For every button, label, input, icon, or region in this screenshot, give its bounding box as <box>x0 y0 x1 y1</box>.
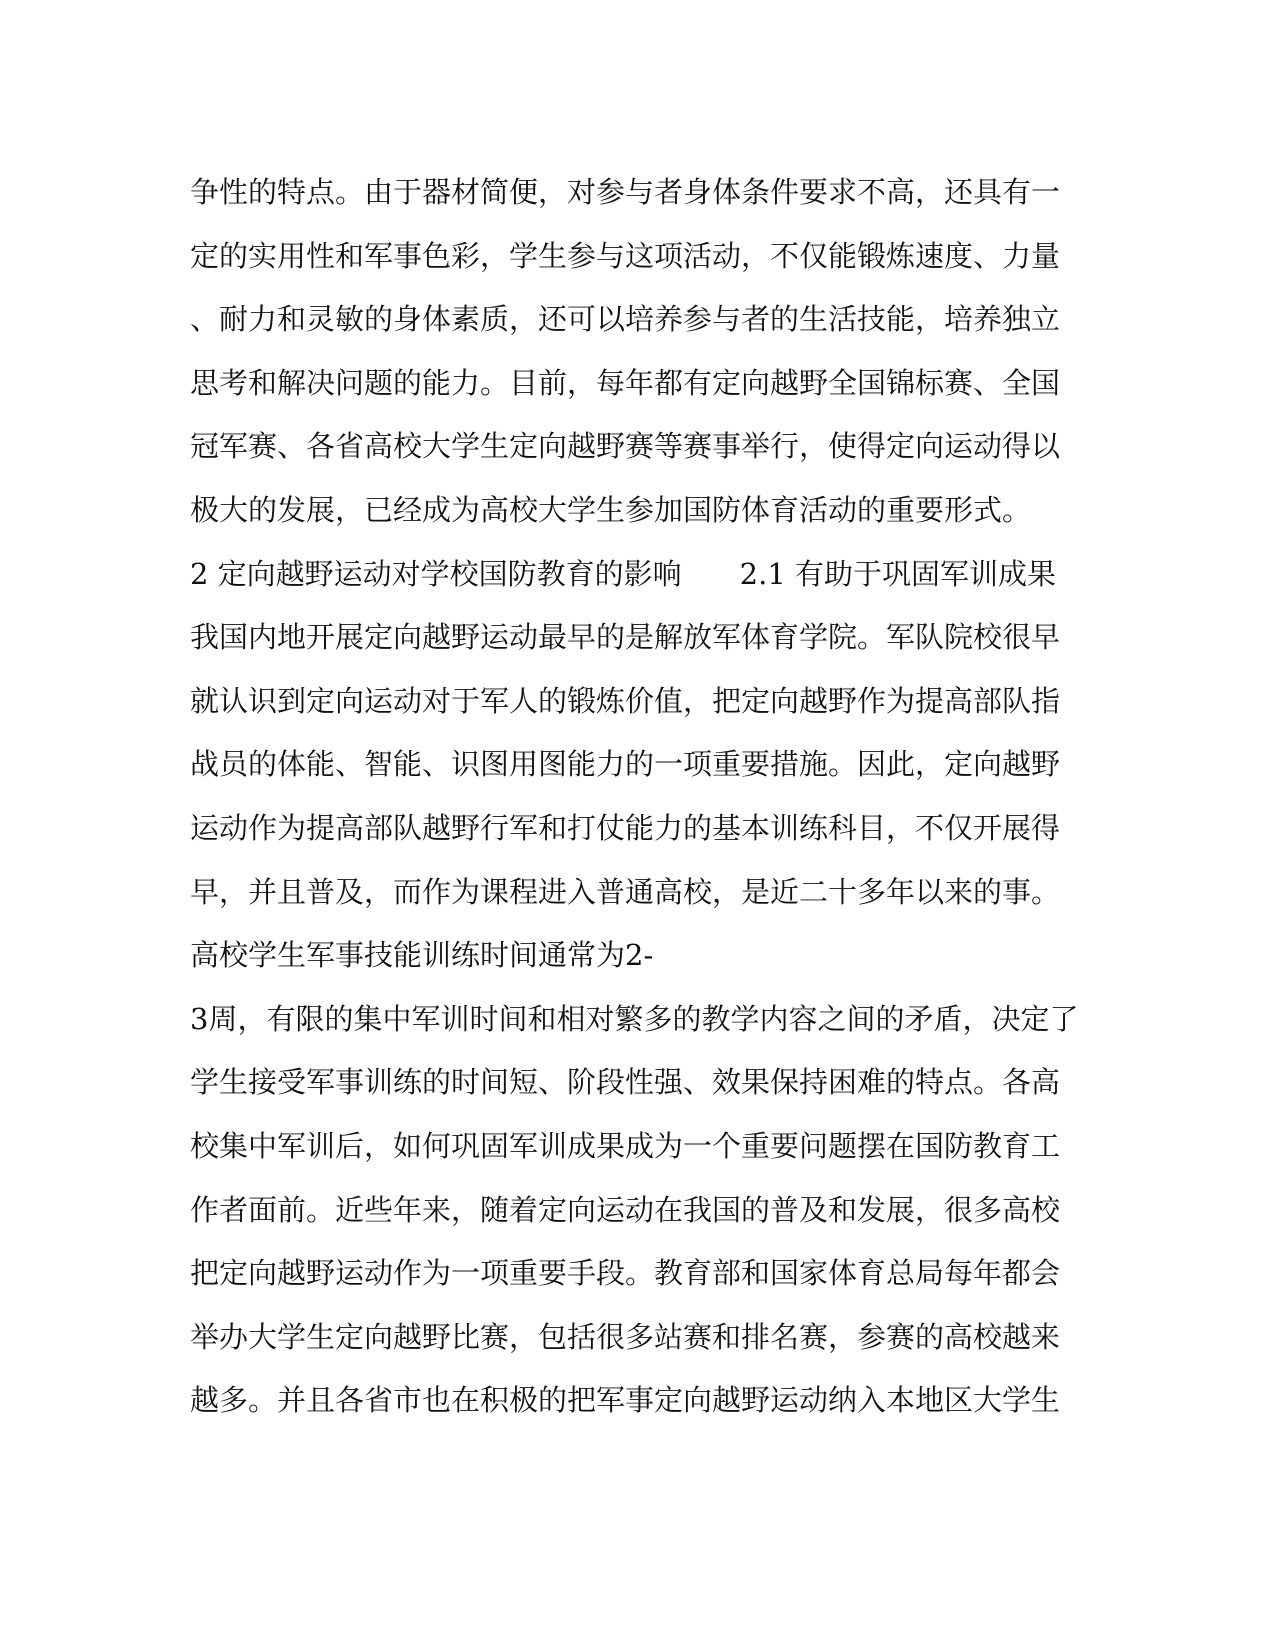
text-line: 举办大学生定向越野比赛，包括很多站赛和排名赛，参赛的高校越来 <box>190 1319 1061 1354</box>
text-line: 争性的特点。由于器材简便，对参与者身体条件要求不高，还具有一 <box>190 175 1061 209</box>
subsection-heading: 2.1 有助于巩固军训成果 <box>739 556 1057 591</box>
text-line: 冠军赛、各省高校大学生定向越野赛等赛事举行，使得定向运动得以 <box>190 429 1061 464</box>
text-line: 作者面前。近些年来，随着定向运动在我国的普及和发展，很多高校 <box>190 1192 1061 1227</box>
text-line: 高校学生军事技能训练时间通常为2- <box>190 938 654 973</box>
text-line: 越多。并且各省市也在积极的把军事定向越野运动纳入本地区大学生 <box>190 1383 1061 1418</box>
text-line: 校集中军训后，如何巩固军训成果成为一个重要问题摆在国防教育工 <box>190 1128 1061 1163</box>
text-line: 早，并且普及，而作为课程进入普通高校，是近二十多年以来的事。 <box>190 874 1061 909</box>
text-line: 极大的发展，已经成为高校大学生参加国防体育活动的重要形式。 <box>190 492 1032 527</box>
text-line: 运动作为提高部队越野行军和打仗能力的基本训练科目，不仅开展得 <box>190 810 1061 845</box>
heading-line <box>190 543 1090 607</box>
text-line: 思考和解决问题的能力。目前，每年都有定向越野全国锦标赛、全国 <box>190 365 1061 400</box>
text-line: 我国内地开展定向越野运动最早的是解放军体育学院。军队院校很早 <box>190 620 1061 655</box>
text-line: 学生接受军事训练的时间短、阶段性强、效果保持困难的特点。各高 <box>190 1065 1061 1100</box>
text-line: 3周，有限的集中军训时间和相对繁多的教学内容之间的矛盾，决定了 <box>190 1001 1079 1036</box>
text-line: 就认识到定向运动对于军人的锻炼价值，把定向越野作为提高部队指 <box>190 683 1061 718</box>
text-line: 定的实用性和军事色彩，学生参与这项活动，不仅能锻炼速度、力量 <box>190 238 1061 273</box>
text-line: 、耐力和灵敏的身体素质，还可以培养参与者的生活技能，培养独立 <box>190 302 1061 337</box>
text-line: 把定向越野运动作为一项重要手段。教育部和国家体育总局每年都会 <box>190 1256 1061 1291</box>
text-line: 战员的体能、智能、识图用图能力的一项重要措施。因此，定向越野 <box>190 747 1061 782</box>
body-text <box>190 161 1090 1433</box>
section-heading: 2 定向越野运动对学校国防教育的影响 <box>190 556 682 591</box>
